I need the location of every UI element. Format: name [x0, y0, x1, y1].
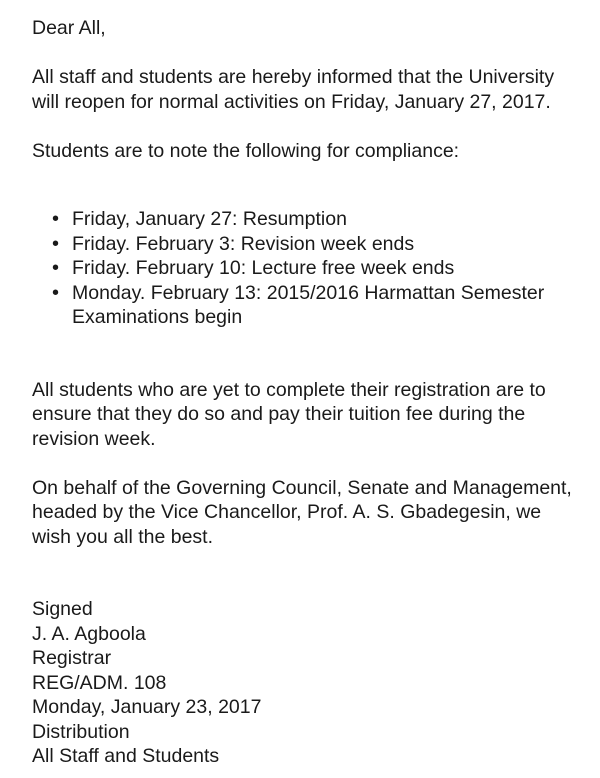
schedule-item-revision: • Friday. February 3: Revision week ends — [32, 232, 577, 257]
letter-document — [32, 16, 577, 769]
spacer — [32, 330, 577, 378]
spacer — [32, 163, 577, 207]
schedule-list — [32, 207, 577, 330]
signatory-title: Registrar — [32, 647, 112, 669]
compliance-note: Students are to note the following for compliance: — [32, 139, 460, 162]
schedule-item-lecture-free: • Friday. February 10: Lecture free week ends — [32, 256, 577, 281]
closing-paragraph: On behalf of the Governing Council, Senate and Management, headed by the Vice Chancellor, Prof. A. S. Gbadegesin, we wish you all the best. — [32, 476, 572, 548]
signatory-name: J. A. Agboola — [32, 622, 146, 645]
distribution-list: All Staff and Students — [32, 745, 220, 767]
spacer — [32, 41, 577, 66]
greeting: Dear All, — [32, 17, 106, 39]
signed-label: Signed — [32, 598, 93, 620]
spacer — [32, 549, 577, 597]
reference-number: REG/ADM. 108 — [32, 671, 167, 694]
schedule-item-examinations: • Monday. February 13: 2015/2016 Harmattan Semester Examinations begin — [32, 281, 577, 330]
spacer — [32, 451, 577, 476]
registration-paragraph: All students who are yet to complete their registration are to ensure that they do so and pay their tuition fee during the revision week. — [32, 378, 546, 450]
schedule-item-resumption: • Friday, January 27: Resumption — [32, 207, 577, 232]
intro-paragraph: All staff and students are hereby informed that the University will reopen for normal activities on Friday, January 27, 2017. — [32, 66, 555, 113]
distribution-label: Distribution — [32, 720, 130, 743]
letter-date: Monday, January 23, 2017 — [32, 696, 262, 718]
signature-block — [32, 597, 577, 769]
spacer — [32, 114, 577, 139]
